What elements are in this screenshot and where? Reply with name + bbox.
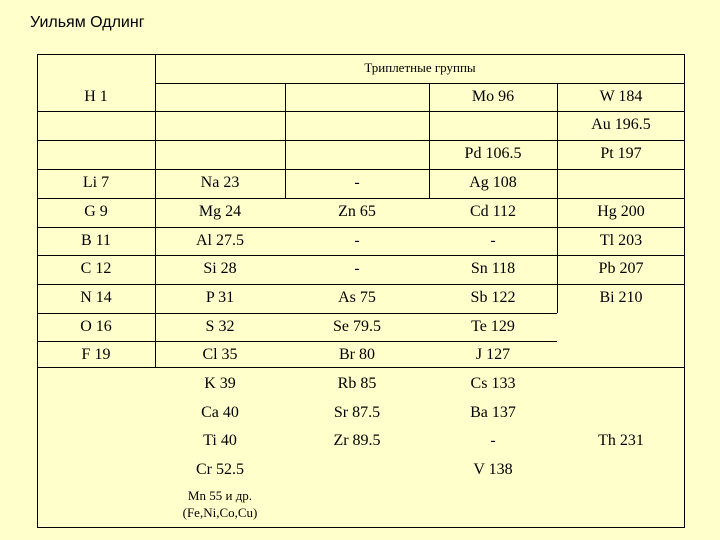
cell-cd: Cd 112 [469, 203, 517, 220]
cell-hg: Hg 200 [597, 203, 645, 220]
cell-dash: - [354, 232, 360, 249]
cell-dash: - [490, 232, 496, 249]
cell-dash: - [490, 432, 496, 449]
cell-w: W 184 [599, 88, 643, 105]
cell-mo: Mo 96 [471, 88, 515, 105]
cell-n: N 14 [80, 289, 112, 306]
cell-au: Au 196.5 [591, 116, 651, 133]
cell-f: F 19 [81, 346, 111, 363]
cell-v: V 138 [473, 461, 513, 478]
cell-ti: Ti 40 [203, 432, 237, 449]
cell-na: Na 23 [200, 174, 240, 191]
cell-si: Si 28 [203, 260, 237, 277]
cell-li: Li 7 [82, 174, 110, 191]
cell-rb: Rb 85 [337, 375, 377, 392]
cell-br: Br 80 [339, 346, 375, 363]
odling-table [37, 54, 685, 528]
page-title: Уильям Одлинг [30, 14, 145, 31]
header-triplet-groups: Триплетные группы [364, 60, 476, 75]
cell-ba: Ba 137 [470, 404, 516, 421]
cell-tl: Tl 203 [599, 232, 643, 249]
cell-pt: Pt 197 [600, 145, 642, 162]
cell-s: S 32 [205, 318, 235, 335]
cell-zn: Zn 65 [338, 203, 376, 220]
cell-j: J 127 [475, 346, 511, 363]
cell-as: As 75 [338, 289, 376, 306]
cell-mn [155, 487, 285, 521]
cell-c: C 12 [80, 260, 112, 277]
cell-ag: Ag 108 [469, 174, 517, 191]
cell-pb: Pb 207 [598, 260, 644, 277]
cell-pd: Pd 106.5 [464, 145, 522, 162]
cell-mn-line1: Mn 55 и др. [187, 488, 253, 503]
cell-sb: Sb 122 [470, 289, 516, 306]
cell-te: Te 129 [471, 318, 515, 335]
cell-dash: - [354, 174, 360, 191]
cell-bi: Bi 210 [599, 289, 643, 306]
cell-zr: Zr 89.5 [333, 432, 381, 449]
cell-cl: Cl 35 [202, 346, 238, 363]
cell-k: K 39 [204, 375, 236, 392]
cell-al: Al 27.5 [196, 232, 244, 249]
cell-dash: - [354, 260, 360, 277]
grid-line [37, 527, 685, 528]
cell-sn: Sn 118 [470, 260, 516, 277]
cell-b: B 11 [80, 232, 112, 249]
cell-th: Th 231 [598, 432, 644, 449]
cell-o: O 16 [80, 318, 112, 335]
cell-g: G 9 [84, 203, 108, 220]
cell-h: H 1 [84, 88, 108, 105]
cell-sr: Sr 87.5 [333, 404, 381, 421]
cell-mg: Mg 24 [198, 203, 242, 220]
cell-cr: Cr 52.5 [196, 461, 244, 478]
cell-p: P 31 [205, 289, 235, 306]
cell-ca: Ca 40 [201, 404, 239, 421]
cell-cs: Cs 133 [470, 375, 516, 392]
cell-mn-line2: (Fe,Ni,Co,Cu) [182, 505, 258, 520]
cell-se: Se 79.5 [333, 318, 381, 335]
